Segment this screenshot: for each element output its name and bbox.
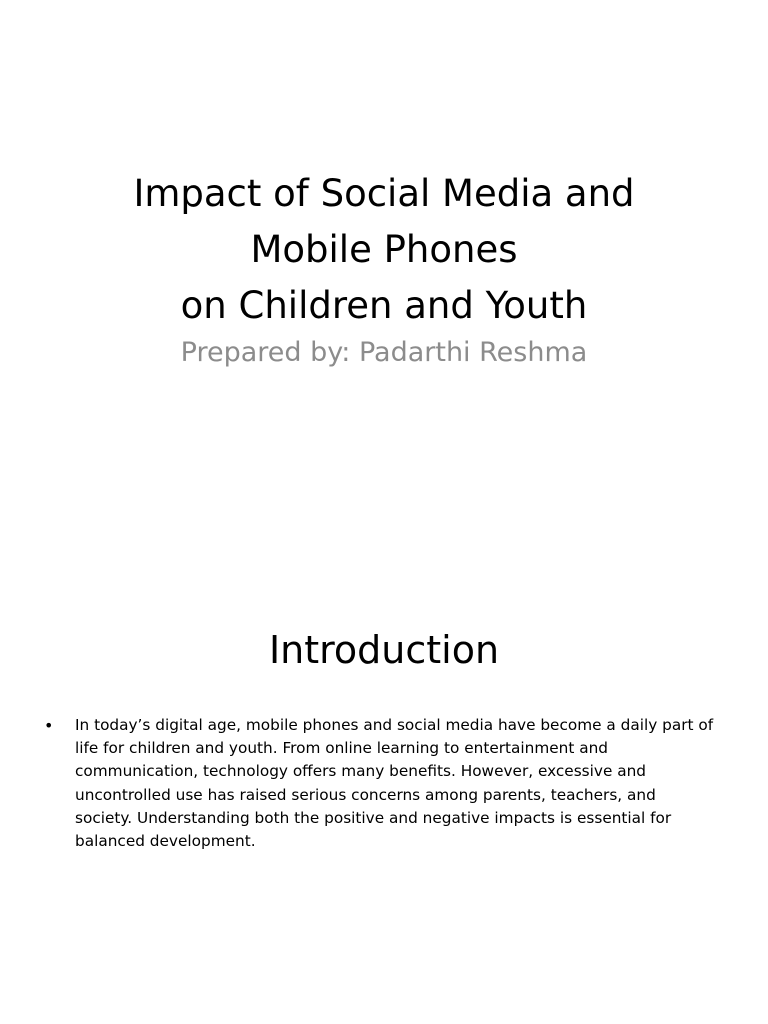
title-line: Mobile Phones	[250, 228, 518, 271]
list-item	[44, 714, 724, 853]
bullet-text-line: life for children and youth. From online learning to entertainment and	[75, 739, 608, 758]
bullet-text-line: society. Understanding both the positive and negative impacts is essential for	[75, 808, 672, 827]
title-line: on Children and Youth	[180, 284, 588, 327]
slide-title	[0, 166, 768, 334]
bullet-text-line: In today’s digital age, mobile phones and social media have become a daily part of	[75, 716, 714, 734]
bullet-list	[44, 714, 724, 853]
introduction-slide	[0, 576, 768, 1024]
title-line: Impact of Social Media and	[133, 172, 635, 215]
bullet-text-line: communication, technology offers many benefits. However, excessive and	[75, 762, 646, 781]
bullet-icon: •	[44, 716, 54, 735]
bullet-text-line: balanced development.	[75, 832, 256, 851]
slide-heading: Introduction	[268, 628, 500, 672]
slide-subtitle: Prepared by: Padarthi Reshma	[180, 337, 588, 368]
bullet-text-line: uncontrolled use has raised serious concerns among parents, teachers, and	[75, 785, 656, 804]
